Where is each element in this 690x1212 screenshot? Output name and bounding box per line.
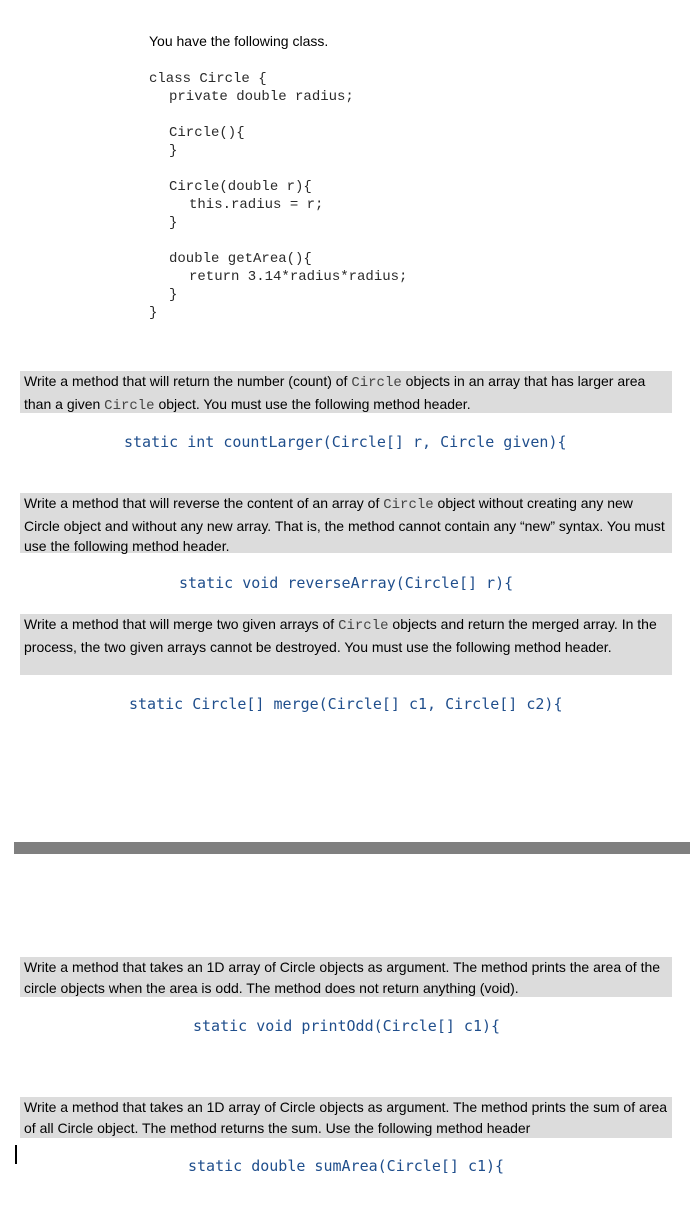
question-text-part: objects in an array that has larger area than a given — [24, 373, 646, 412]
section-divider — [14, 842, 690, 854]
code-line: } — [169, 287, 178, 303]
code-line: Circle(double r){ — [169, 179, 312, 195]
inline-code: Circle — [104, 397, 155, 414]
question-4-text — [20, 957, 672, 997]
question-text-part: object without creating any new Circle object and without any new array. That is, the method cannot contain any “new” syntax. You must use the following method header. — [24, 495, 665, 554]
inline-code: Circle — [351, 375, 402, 391]
question-text-part: Write a method that will merge two given arrays of — [24, 616, 339, 632]
question-text-part: Write a method that will reverse the content of an array of — [24, 495, 384, 511]
code-line — [149, 106, 407, 124]
question-text-part: object. You must use the following method header. — [154, 395, 471, 412]
class-code-block — [149, 70, 407, 322]
question-text-part: objects and return the merged array. In the process, the two given arrays cannot be destroyed. You must use the following method header. — [24, 616, 657, 655]
intro-text: You have the following class. — [149, 33, 329, 49]
question-text-part: Write a method that takes an 1D array of Circle objects as argument. The method prints the sum of area of all Circle object. The method returns the sum. Use the following method header — [24, 1099, 668, 1136]
code-line: return 3.14*radius*radius; — [189, 269, 408, 285]
code-line: Circle(){ — [169, 125, 245, 141]
inline-code: Circle — [338, 618, 389, 634]
question-5-method-header: static double sumArea(Circle[] c1){ — [188, 1157, 505, 1175]
code-line: } — [149, 305, 158, 321]
code-line: double getArea(){ — [169, 251, 312, 267]
code-line: } — [169, 143, 178, 159]
question-1-method-header: static int countLarger(Circle[] r, Circle given){ — [124, 433, 567, 451]
question-1-text — [20, 371, 672, 413]
code-line: class Circle { — [149, 71, 267, 87]
code-line — [149, 232, 407, 250]
question-2-text — [20, 493, 672, 553]
question-text-part: Write a method that takes an 1D array of Circle objects as argument. The method prints the area of the circle objects when the area is odd. The method does not return anything (void). — [24, 959, 661, 996]
code-line: this.radius = r; — [189, 197, 324, 213]
question-4-method-header: static void printOdd(Circle[] c1){ — [193, 1017, 501, 1035]
code-line — [149, 160, 407, 178]
question-3-text — [20, 614, 672, 675]
code-line: private double radius; — [169, 89, 354, 105]
inline-code: Circle — [383, 497, 434, 513]
question-5-text — [20, 1097, 672, 1138]
question-text-part: Write a method that will return the number (count) of — [24, 373, 352, 389]
text-cursor — [15, 1145, 17, 1164]
question-2-method-header: static void reverseArray(Circle[] r){ — [179, 574, 514, 592]
code-line: } — [169, 215, 178, 231]
question-3-method-header: static Circle[] merge(Circle[] c1, Circle[] c2){ — [129, 695, 563, 713]
